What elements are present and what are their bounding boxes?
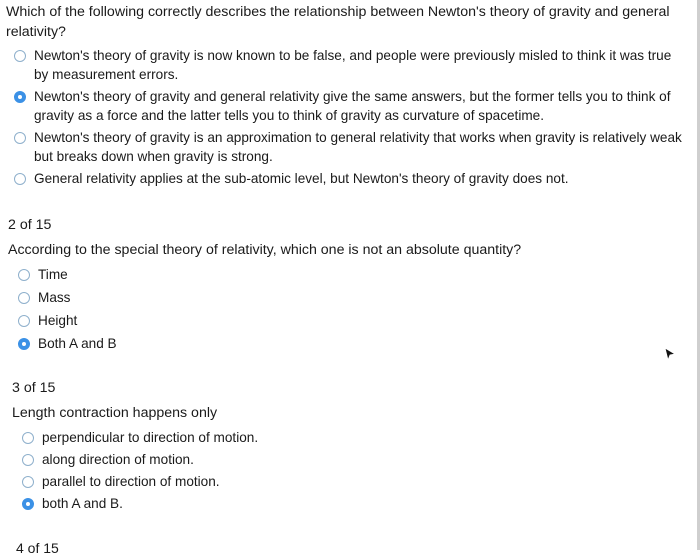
option-label: Newton's theory of gravity is an approximation to general relativity that works when gravity is relatively weak but breaks down when gravity is strong.	[34, 130, 682, 164]
radio-button[interactable]	[18, 292, 30, 304]
radio-button[interactable]	[14, 50, 26, 62]
question-4-number: 4 of 15	[16, 540, 59, 556]
question-2-options	[8, 265, 608, 357]
mouse-cursor-icon	[664, 347, 676, 361]
question-1-option-b[interactable]	[6, 87, 689, 125]
question-1-option-a[interactable]	[6, 46, 689, 84]
option-label: perpendicular to direction of motion.	[42, 430, 259, 445]
radio-button[interactable]	[22, 454, 34, 466]
radio-button[interactable]	[18, 269, 30, 281]
question-3-text: Length contraction happens only	[12, 405, 218, 421]
radio-button[interactable]	[14, 173, 26, 185]
option-label: Both A and B	[38, 336, 117, 351]
question-1-options	[6, 46, 691, 188]
question-3-number: 3 of 15	[12, 380, 56, 396]
question-2-option-c[interactable]	[8, 311, 608, 334]
question-2-option-d[interactable]	[8, 334, 608, 357]
radio-button[interactable]	[22, 476, 34, 488]
question-3-option-d[interactable]	[12, 494, 612, 516]
radio-button-selected[interactable]	[14, 91, 26, 103]
radio-button[interactable]	[14, 132, 26, 144]
option-label: along direction of motion.	[42, 452, 194, 467]
question-1-option-c[interactable]	[6, 128, 689, 166]
option-label: Newton's theory of gravity is now known to be false, and people were previously misled to think it was true by measurement errors.	[34, 48, 672, 82]
radio-button-selected[interactable]	[18, 338, 30, 350]
option-label: parallel to direction of motion.	[42, 474, 220, 489]
question-3-options	[12, 428, 612, 516]
question-2-option-b[interactable]	[8, 288, 608, 311]
question-2	[8, 215, 608, 357]
option-label: Time	[38, 267, 68, 282]
option-label: Newton's theory of gravity and general relativity give the same answers, but the former tells you to think of gravity as a force and the latter tells you to think of gravity as curvature of spacetime.	[34, 89, 671, 123]
radio-button-selected[interactable]	[22, 498, 34, 510]
question-2-text: According to the special theory of relativity, which one is not an absolute quantity?	[8, 242, 522, 258]
question-3	[12, 378, 612, 516]
question-1	[6, 2, 691, 191]
question-3-option-b[interactable]	[12, 450, 612, 472]
radio-button[interactable]	[18, 315, 30, 327]
radio-button[interactable]	[22, 432, 34, 444]
question-3-option-a[interactable]	[12, 428, 612, 450]
option-label: Mass	[38, 290, 71, 305]
question-2-number: 2 of 15	[8, 217, 52, 233]
question-1-text: Which of the following correctly describes the relationship between Newton's theory of gravity and general relativity?	[6, 4, 670, 40]
option-label: both A and B.	[42, 496, 123, 511]
option-label: General relativity applies at the sub-atomic level, but Newton's theory of gravity does not.	[34, 171, 569, 186]
question-1-option-d[interactable]	[6, 169, 689, 188]
question-3-option-c[interactable]	[12, 472, 612, 494]
question-2-option-a[interactable]	[8, 265, 608, 288]
option-label: Height	[38, 313, 78, 328]
